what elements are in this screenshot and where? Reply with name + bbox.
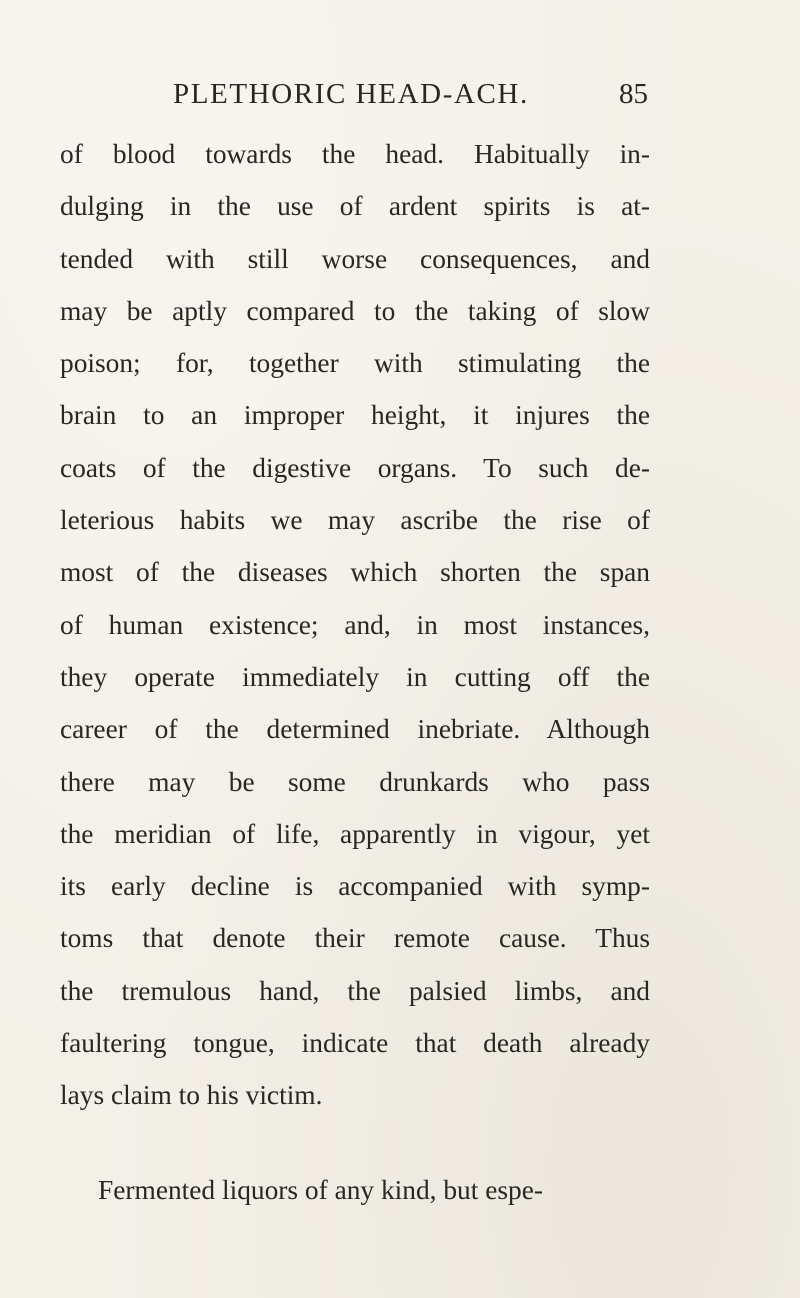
- text-line: leterious habits we may ascribe the rise of: [60, 505, 650, 536]
- text-line: coats of the digestive organs. To such de-: [60, 452, 650, 483]
- running-head: [173, 78, 648, 118]
- body-text: [60, 128, 650, 1216]
- paragraph-1: [60, 128, 650, 1122]
- text-line: may be aptly compared to the taking of slow: [60, 295, 650, 326]
- text-line: the tremulous hand, the palsied limbs, and: [60, 975, 650, 1006]
- text-line: its early decline is accompanied with symp-: [60, 871, 650, 902]
- text-line: Fermented liquors of any kind, but espe-: [98, 1174, 544, 1205]
- text-line: faultering tongue, indicate that death already: [60, 1028, 650, 1059]
- text-line: tended with still worse consequences, and: [60, 243, 650, 274]
- text-line: of blood towards the head. Habitually in-: [60, 139, 650, 169]
- text-line: career of the determined inebriate. Although: [60, 714, 650, 745]
- text-line: toms that denote their remote cause. Thus: [60, 923, 650, 954]
- paragraph-spacer: [60, 1122, 650, 1164]
- text-line: most of the diseases which shorten the span: [60, 557, 650, 588]
- text-line: dulging in the use of ardent spirits is at-: [60, 191, 650, 222]
- text-line: the meridian of life, apparently in vigour, yet: [60, 818, 650, 849]
- text-line: there may be some drunkards who pass: [60, 766, 650, 797]
- text-line: brain to an improper height, it injures the: [60, 400, 650, 431]
- text-line: they operate immediately in cutting off the: [60, 661, 650, 692]
- paragraph-2: [60, 1164, 650, 1216]
- text-line: of human existence; and, in most instances,: [60, 609, 650, 640]
- text-line: poison; for, together with stimulating the: [60, 348, 650, 379]
- running-title: PLETHORIC HEAD-ACH.: [173, 78, 529, 110]
- page-number: 85: [619, 78, 648, 110]
- text-line: lays claim to his victim.: [60, 1080, 323, 1111]
